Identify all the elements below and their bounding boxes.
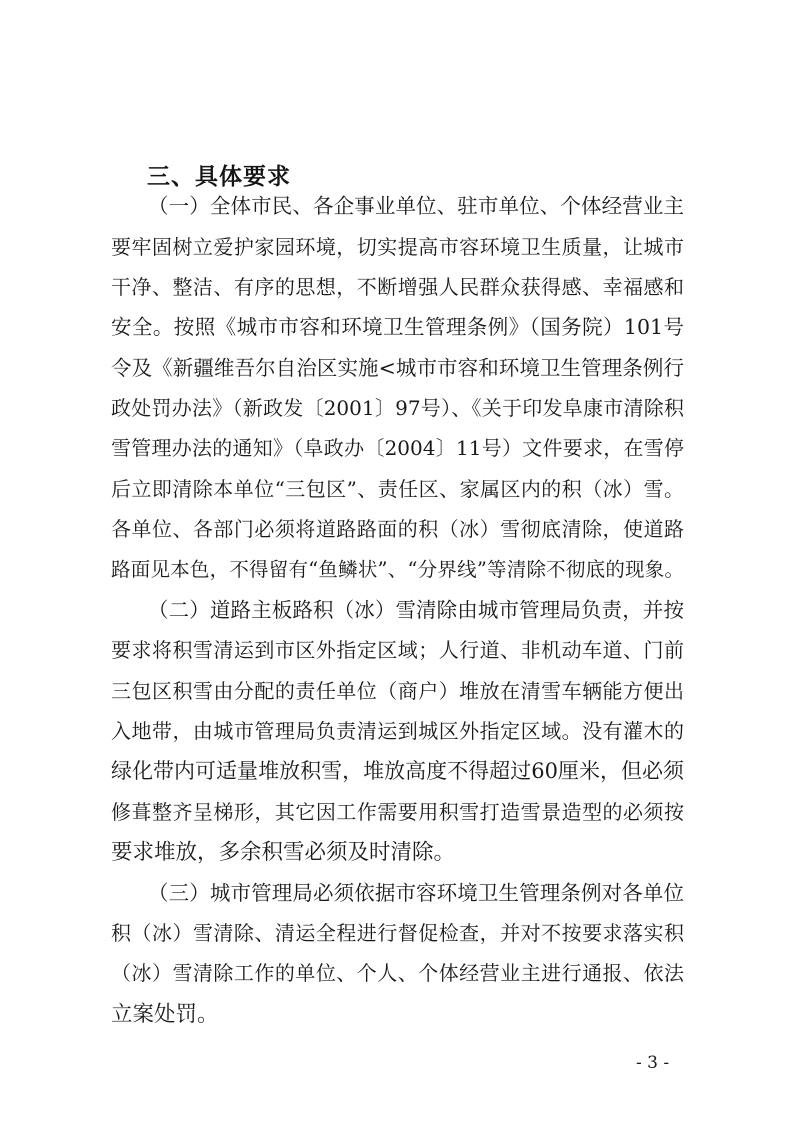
paragraph-2-line-5: 绿化带内可适量堆放积雪，堆放高度不得超过60厘米，但必须	[111, 759, 684, 783]
paragraph-1-line-9: 各单位、各部门必须将道路路面的积（冰）雪彻底清除，使道路	[111, 517, 684, 541]
paragraph-1-line-1: （一）全体市民、各企事业单位、驻市单位、个体经营业主	[148, 194, 684, 218]
paragraph-1-line-5: 令及《新疆维吾尔自治区实施<城市市容和环境卫生管理条例行	[111, 356, 684, 380]
paragraph-1-line-2: 要牢固树立爱护家园环境，切实提高市容环境卫生质量，让城市	[111, 235, 684, 259]
paragraph-1-line-7: 雪管理办法的通知》（阜政办〔2004〕11号）文件要求，在雪停	[111, 436, 684, 460]
paragraph-2-line-3: 三包区积雪由分配的责任单位（商户）堆放在清雪车辆能方便出	[111, 679, 684, 703]
paragraph-3-line-3: （冰）雪清除工作的单位、个人、个体经营业主进行通报、依法	[111, 961, 684, 985]
paragraph-2-line-2: 要求将积雪清运到市区外指定区域；人行道、非机动车道、门前	[111, 638, 684, 662]
paragraph-2-line-6: 修葺整齐呈梯形，其它因工作需要用积雪打造雪景造型的必须按	[111, 800, 684, 824]
paragraph-3-line-2: 积（冰）雪清除、清运全程进行督促检查，并对不按要求落实积	[111, 921, 684, 945]
paragraph-3-line-1: （三）城市管理局必须依据市容环境卫生管理条例对各单位	[148, 881, 684, 905]
paragraph-1-line-10: 路面见本色，不得留有“鱼鳞状”、“分界线”等清除不彻底的现象。	[111, 558, 684, 581]
paragraph-1-line-3: 干净、整洁、有序的思想，不断增强人民群众获得感、幸福感和	[111, 275, 684, 299]
page-number: - 3 -	[636, 1053, 670, 1073]
paragraph-1-line-8: 后立即清除本单位“三包区”、责任区、家属区内的积（冰）雪。	[111, 477, 684, 501]
paragraph-3-line-4: 立案处罚。	[111, 1002, 219, 1027]
section-heading: 三、具体要求	[147, 164, 291, 190]
paragraph-2-line-1: （二）道路主板路积（冰）雪清除由城市管理局负责，并按	[148, 598, 684, 622]
paragraph-2-line-4: 入地带，由城市管理局负责清运到城区外指定区域。没有灌木的	[111, 719, 684, 743]
paragraph-2-line-7: 要求堆放，多余积雪必须及时清除。	[111, 840, 456, 865]
paragraph-1-line-6: 政处罚办法》（新政发〔2001〕97号）、《关于印发阜康市清除积	[111, 396, 684, 420]
paragraph-1-line-4: 安全。按照《城市市容和环境卫生管理条例》（国务院）101号	[111, 315, 684, 339]
